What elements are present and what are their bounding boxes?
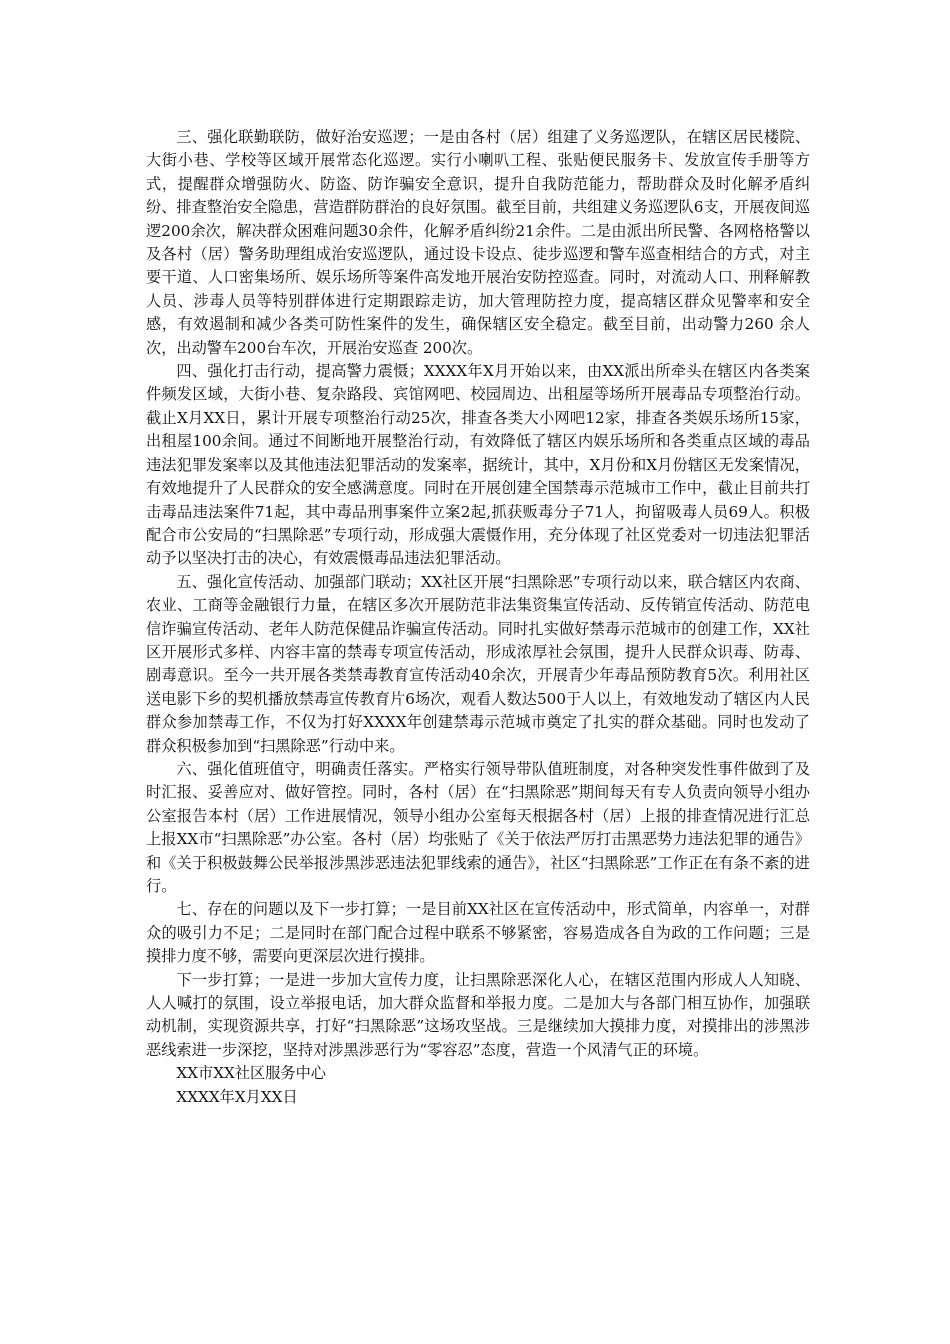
paragraph-section-3: 三、强化联勤联防，做好治安巡逻；一是由各村（居）组建了义务巡逻队，在辖区居民楼院、大街小巷、学校等区域开展常态化巡逻。实行小喇叭工程、张贴便民服务卡、发放宣传手册等方式，提醒群众增强防火、防盗、防诈骗安全意识，提升自我防范能力，帮助群众及时化解矛盾纠纷、排查整治安全隐患，营造群防群治的良好氛围。截至目前，共组建义务巡逻队6支，开展夜间巡逻200余次，解决群众困难问题30余件，化解矛盾纠纷21余件。二是由派出所民警、各网格格警以及各村（居）警务助理组成治安巡逻队，通过设卡设点、徒步巡逻和警车巡查相结合的方式，对主要干道、人口密集场所、娱乐场所等案件高发地开展治安防控巡查。同时，对流动人口、刑释解教人员、涉毒人员等特别群体进行定期跟踪走访，加大管理防控力度，提高辖区群众见警率和安全感，有效遏制和减少各类可防性案件的发生，确保辖区安全稳定。截至目前，出动警力260 余人次，出动警车200台车次，开展治安巡查 200次。 <box>146 128 810 357</box>
paragraph-section-6: 六、强化值班值守，明确责任落实。严格实行领导带队值班制度，对各种突发性事件做到了及时汇报、妥善应对、做好管控。同时，各村（居）在“扫黑除恶”期间每天有专人负责向领导小组办公室报告本村（居）工作进展情况，领导小组办公室每天根据各村（居）上报的排查情况进行汇总上报XX市“扫黑除恶”办公室。各村（居）均张贴了《关于依法严厉打击黑恶势力违法犯罪的通告》和《关于积极鼓舞公民举报涉黑涉恶违法犯罪线索的通告》，社区“扫黑除恶”工作正在有条不紊的进行。 <box>146 759 810 895</box>
signature-organization: XX市XX社区服务中心 <box>176 1064 326 1083</box>
paragraph-section-5: 五、强化宣传活动、加强部门联动；XX社区开展“扫黑除恶”专项行动以来，联合辖区内农商、农业、工商等金融银行力量，在辖区多次开展防范非法集资集宣传活动、反传销宣传活动、防范电信诈骗宣传活动、老年人防范保健品诈骗宣传活动。同时扎实做好禁毒示范城市的创建工作，XX社区开展形式多样、内容丰富的禁毒专项宣传活动，形成浓厚社会氛围，提升人民群众识毒、防毒、剧毒意识。至今一共开展各类禁毒教育宣传活动40余次，开展青少年毒品预防教育5次。利用社区送电影下乡的契机播放禁毒宣传教育片6场次，观看人数达500于人以上，有效地发动了辖区内人民群众参加禁毒工作，不仅为打好XXXX年创建禁毒示范城市奠定了扎实的群众基础。同时也发动了群众积极参加到“扫黑除恶”行动中来。 <box>146 572 810 755</box>
document-page <box>146 126 810 1109</box>
paragraph-section-7: 七、存在的问题以及下一步打算；一是目前XX社区在宣传活动中，形式简单，内容单一，对群众的吸引力不足；二是同时在部门配合过程中联系不够紧密，容易造成各自为政的工作问题；三是摸排力度不够，需要向更深层次进行摸排。 <box>146 900 810 966</box>
signature-date: XXXX年X月XX日 <box>176 1087 298 1106</box>
paragraph-section-4: 四、强化打击行动，提高警力震慑；XXXX年X月开始以来，由XX派出所牵头在辖区内各类案件频发区域，大街小巷、复杂路段、宾馆网吧、校园周边、出租屋等场所开展毒品专项整治行动。截止X月XX日，累计开展专项整治行动25次，排查各类大小网吧12家，排查各类娱乐场所15家，出租屋100余间。通过不间断地开展整治行动，有效降低了辖区内娱乐场所和各类重点区域的毒品违法犯罪发案率以及其他违法犯罪活动的发案率，据统计，其中，X月份和X月份辖区无发案情况，有效地提升了人民群众的安全感满意度。同时在开展创建全国禁毒示范城市工作中，截止目前共打击毒品违法案件71起，其中毒品刑事案件立案2起,抓获贩毒分子71人，拘留吸毒人员69人。积极配合市公安局的“扫黑除恶”专项行动，形成强大震慑作用，充分体现了社区党委对一切违法犯罪活动予以坚决打击的决心，有效震慑毒品违法犯罪活动。 <box>146 362 810 568</box>
paragraph-next-steps: 下一步打算；一是进一步加大宣传力度，让扫黑除恶深化人心，在辖区范围内形成人人知晓、人人喊打的氛围，设立举报电话，加大群众监督和举报力度。二是加大与各部门相互协作，加强联动机制，实现资源共享，打好“扫黑除恶”这场攻坚战。三是继续加大摸排力度，对摸排出的涉黑涉恶线索进一步深挖，坚持对涉黑涉恶行为“零容忍”态度，营造一个风清气正的环境。 <box>146 970 810 1059</box>
